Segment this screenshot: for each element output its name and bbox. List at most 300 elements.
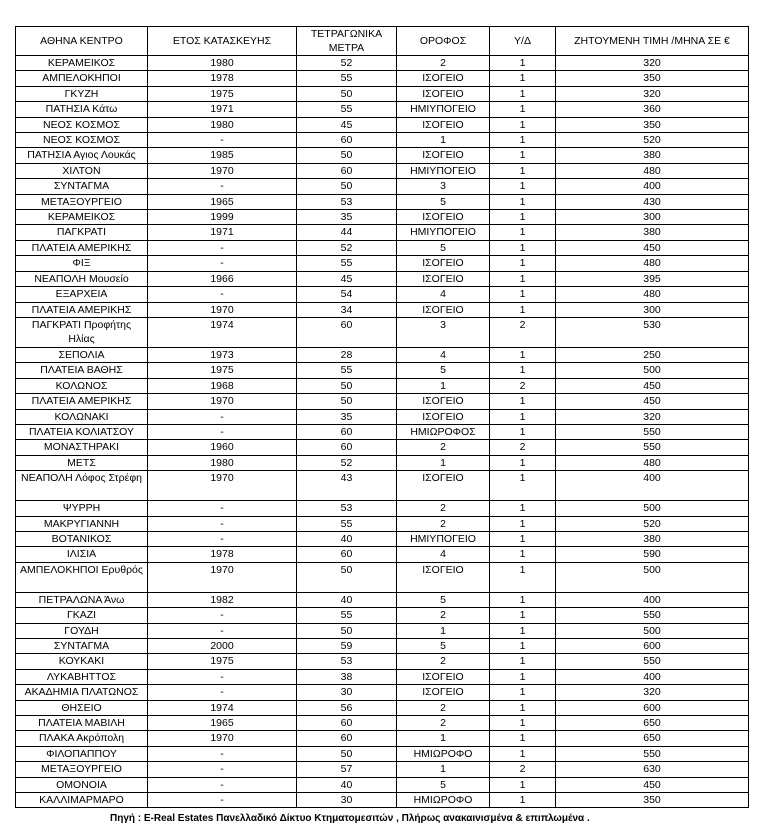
cell-area: ΘΗΣΕΙΟ	[16, 700, 148, 715]
cell-area: ΠΕΤΡΑΛΩΝΑ Άνω	[16, 592, 148, 607]
table-row	[16, 302, 749, 317]
cell-bedrooms: 1	[490, 148, 556, 163]
cell-monthly-price: 380	[556, 531, 749, 546]
cell-area: ΚΕΡΑΜΕΙΚΟΣ	[16, 210, 148, 225]
cell-square-meters: 60	[297, 547, 397, 562]
table-row	[16, 271, 749, 286]
cell-monthly-price: 350	[556, 117, 749, 132]
cell-bedrooms: 1	[490, 133, 556, 148]
cell-square-meters: 30	[297, 685, 397, 700]
cell-floor: ΙΣΟΓΕΙΟ	[397, 86, 490, 101]
table-row	[16, 225, 749, 240]
cell-year-built: -	[148, 793, 297, 808]
cell-year-built: 1970	[148, 163, 297, 178]
cell-floor: 1	[397, 623, 490, 638]
cell-year-built: 1985	[148, 148, 297, 163]
table-body	[16, 56, 749, 808]
cell-year-built: -	[148, 777, 297, 792]
header-bedrooms: Υ/Δ	[490, 27, 556, 56]
table-row	[16, 440, 749, 455]
cell-area: ΠΛΑΤΕΙΑ ΑΜΕΡΙΚΗΣ	[16, 394, 148, 409]
cell-bedrooms: 1	[490, 654, 556, 669]
cell-floor: 5	[397, 639, 490, 654]
cell-monthly-price: 360	[556, 102, 749, 117]
cell-bedrooms: 1	[490, 347, 556, 362]
cell-area: ΑΚΑΔΗΜΙΑ ΠΛΑΤΩΝΟΣ	[16, 685, 148, 700]
cell-square-meters: 55	[297, 516, 397, 531]
cell-year-built: -	[148, 669, 297, 684]
cell-square-meters: 55	[297, 363, 397, 378]
cell-bedrooms: 1	[490, 163, 556, 178]
cell-floor: 5	[397, 777, 490, 792]
cell-floor: 5	[397, 363, 490, 378]
cell-year-built: 1975	[148, 86, 297, 101]
cell-area: ΜΕΤΑΞΟΥΡΓΕΙΟ	[16, 762, 148, 777]
cell-area: ΓΟΥΔΗ	[16, 623, 148, 638]
table-row	[16, 102, 749, 117]
cell-monthly-price: 480	[556, 163, 749, 178]
cell-monthly-price: 550	[556, 746, 749, 761]
cell-floor: ΗΜΙΥΠΟΓΕΙΟ	[397, 225, 490, 240]
cell-square-meters: 60	[297, 716, 397, 731]
cell-bedrooms: 1	[490, 700, 556, 715]
cell-area: ΕΞΑΡΧΕΙΑ	[16, 287, 148, 302]
cell-floor: ΗΜΙΩΡΟΦΟ	[397, 746, 490, 761]
table-header-row	[16, 27, 749, 56]
cell-bedrooms: 1	[490, 86, 556, 101]
table-row	[16, 547, 749, 562]
table-row	[16, 210, 749, 225]
cell-year-built: -	[148, 409, 297, 424]
cell-bedrooms: 1	[490, 302, 556, 317]
cell-monthly-price: 380	[556, 148, 749, 163]
cell-bedrooms: 1	[490, 409, 556, 424]
table-row	[16, 287, 749, 302]
cell-bedrooms: 1	[490, 287, 556, 302]
cell-year-built: -	[148, 424, 297, 439]
cell-square-meters: 55	[297, 608, 397, 623]
cell-bedrooms: 1	[490, 639, 556, 654]
cell-area: ΝΕΑΠΟΛΗ Λόφος Στρέφη	[16, 471, 148, 501]
cell-area: ΑΜΠΕΛΟΚΗΠΟΙ	[16, 71, 148, 86]
cell-area: ΑΜΠΕΛΟΚΗΠΟΙ Ερυθρός	[16, 562, 148, 592]
cell-area: ΦΙΛΟΠΑΠΠΟΥ	[16, 746, 148, 761]
cell-monthly-price: 650	[556, 731, 749, 746]
cell-bedrooms: 1	[490, 471, 556, 501]
cell-monthly-price: 650	[556, 716, 749, 731]
cell-year-built: -	[148, 240, 297, 255]
cell-monthly-price: 320	[556, 409, 749, 424]
cell-year-built: 1974	[148, 317, 297, 347]
cell-bedrooms: 1	[490, 516, 556, 531]
table-row	[16, 133, 749, 148]
table-row	[16, 424, 749, 439]
cell-area: ΓΚΥΖΗ	[16, 86, 148, 101]
cell-floor: 5	[397, 240, 490, 255]
cell-bedrooms: 1	[490, 179, 556, 194]
cell-year-built: -	[148, 762, 297, 777]
cell-year-built: 1980	[148, 455, 297, 470]
table-row	[16, 394, 749, 409]
cell-year-built: 1970	[148, 394, 297, 409]
cell-area: ΚΟΛΩΝΟΣ	[16, 378, 148, 393]
cell-bedrooms: 1	[490, 271, 556, 286]
cell-floor: 3	[397, 317, 490, 347]
cell-floor: ΗΜΙΩΡΟΦΟΣ	[397, 424, 490, 439]
cell-square-meters: 55	[297, 256, 397, 271]
cell-area: ΦΙΞ	[16, 256, 148, 271]
cell-bedrooms: 1	[490, 731, 556, 746]
table-row	[16, 347, 749, 362]
cell-monthly-price: 450	[556, 240, 749, 255]
cell-bedrooms: 1	[490, 394, 556, 409]
cell-bedrooms: 1	[490, 240, 556, 255]
cell-year-built: 1968	[148, 378, 297, 393]
cell-bedrooms: 1	[490, 531, 556, 546]
cell-floor: 4	[397, 347, 490, 362]
cell-floor: ΙΣΟΓΕΙΟ	[397, 210, 490, 225]
cell-floor: 2	[397, 501, 490, 516]
cell-area: ΜΕΤΑΞΟΥΡΓΕΙΟ	[16, 194, 148, 209]
cell-area: ΙΛΙΣΙΑ	[16, 547, 148, 562]
table-row	[16, 148, 749, 163]
cell-floor: ΙΣΟΓΕΙΟ	[397, 409, 490, 424]
cell-area: ΠΛΑΤΕΙΑ ΑΜΕΡΙΚΗΣ	[16, 240, 148, 255]
cell-floor: ΗΜΙΩΡΟΦΟ	[397, 793, 490, 808]
cell-area: ΠΛΑΤΕΙΑ ΑΜΕΡΙΚΗΣ	[16, 302, 148, 317]
cell-monthly-price: 480	[556, 256, 749, 271]
table-row	[16, 793, 749, 808]
cell-bedrooms: 1	[490, 608, 556, 623]
cell-square-meters: 45	[297, 117, 397, 132]
cell-monthly-price: 320	[556, 56, 749, 71]
cell-square-meters: 50	[297, 86, 397, 101]
cell-bedrooms: 1	[490, 746, 556, 761]
cell-bedrooms: 1	[490, 117, 556, 132]
cell-monthly-price: 500	[556, 562, 749, 592]
cell-area: ΠΛΑΚΑ Ακρόπολη	[16, 731, 148, 746]
cell-year-built: 1980	[148, 56, 297, 71]
cell-area: ΜΑΚΡΥΓΙΑΝΝΗ	[16, 516, 148, 531]
cell-square-meters: 30	[297, 793, 397, 808]
cell-monthly-price: 500	[556, 501, 749, 516]
cell-year-built: 1970	[148, 562, 297, 592]
cell-bedrooms: 1	[490, 669, 556, 684]
cell-bedrooms: 1	[490, 455, 556, 470]
cell-monthly-price: 630	[556, 762, 749, 777]
cell-monthly-price: 300	[556, 210, 749, 225]
cell-square-meters: 53	[297, 194, 397, 209]
cell-year-built: -	[148, 501, 297, 516]
table-row	[16, 240, 749, 255]
cell-monthly-price: 450	[556, 378, 749, 393]
cell-monthly-price: 530	[556, 317, 749, 347]
cell-square-meters: 52	[297, 455, 397, 470]
cell-square-meters: 50	[297, 562, 397, 592]
cell-area: ΝΕΑΠΟΛΗ Μουσείο	[16, 271, 148, 286]
cell-square-meters: 35	[297, 409, 397, 424]
cell-year-built: 1980	[148, 117, 297, 132]
cell-year-built: -	[148, 179, 297, 194]
cell-area: ΨΥΡΡΗ	[16, 501, 148, 516]
header-area: ΑΘΗΝΑ ΚΕΝΤΡΟ	[16, 27, 148, 56]
cell-area: ΠΑΓΚΡΑΤΙ Προφήτης Ηλίας	[16, 317, 148, 347]
cell-area: ΚΟΥΚΑΚΙ	[16, 654, 148, 669]
cell-bedrooms: 1	[490, 623, 556, 638]
cell-year-built: 1973	[148, 347, 297, 362]
table-row	[16, 685, 749, 700]
table-row	[16, 562, 749, 592]
cell-monthly-price: 380	[556, 225, 749, 240]
cell-square-meters: 53	[297, 654, 397, 669]
cell-floor: 2	[397, 56, 490, 71]
cell-square-meters: 40	[297, 531, 397, 546]
cell-year-built: -	[148, 133, 297, 148]
cell-year-built: -	[148, 746, 297, 761]
cell-area: ΣΥΝΤΑΓΜΑ	[16, 639, 148, 654]
cell-floor: ΙΣΟΓΕΙΟ	[397, 562, 490, 592]
cell-bedrooms: 1	[490, 716, 556, 731]
table-row	[16, 700, 749, 715]
cell-area: ΜΕΤΣ	[16, 455, 148, 470]
cell-year-built: 1999	[148, 210, 297, 225]
table-row	[16, 56, 749, 71]
cell-square-meters: 57	[297, 762, 397, 777]
cell-year-built: 1970	[148, 731, 297, 746]
cell-square-meters: 50	[297, 148, 397, 163]
table-row	[16, 654, 749, 669]
cell-monthly-price: 520	[556, 516, 749, 531]
cell-square-meters: 60	[297, 424, 397, 439]
cell-square-meters: 60	[297, 731, 397, 746]
cell-floor: ΙΣΟΓΕΙΟ	[397, 148, 490, 163]
cell-monthly-price: 430	[556, 194, 749, 209]
cell-area: ΚΑΛΛΙΜΑΡΜΑΡΟ	[16, 793, 148, 808]
cell-floor: ΙΣΟΓΕΙΟ	[397, 271, 490, 286]
cell-square-meters: 50	[297, 746, 397, 761]
rental-listings-table	[15, 26, 749, 808]
cell-floor: 2	[397, 700, 490, 715]
cell-year-built: 1975	[148, 363, 297, 378]
table-row	[16, 86, 749, 101]
cell-year-built: -	[148, 608, 297, 623]
cell-bedrooms: 1	[490, 501, 556, 516]
cell-monthly-price: 395	[556, 271, 749, 286]
cell-monthly-price: 350	[556, 793, 749, 808]
cell-bedrooms: 2	[490, 317, 556, 347]
cell-year-built: 1971	[148, 225, 297, 240]
cell-floor: ΙΣΟΓΕΙΟ	[397, 117, 490, 132]
cell-bedrooms: 1	[490, 424, 556, 439]
cell-area: ΛΥΚΑΒΗΤΤΟΣ	[16, 669, 148, 684]
cell-square-meters: 50	[297, 394, 397, 409]
cell-year-built: 1965	[148, 716, 297, 731]
cell-floor: 2	[397, 440, 490, 455]
cell-area: ΧΙΛΤΟΝ	[16, 163, 148, 178]
cell-square-meters: 52	[297, 56, 397, 71]
cell-year-built: 1970	[148, 471, 297, 501]
cell-floor: ΙΣΟΓΕΙΟ	[397, 71, 490, 86]
cell-year-built: -	[148, 531, 297, 546]
table-row	[16, 378, 749, 393]
cell-area: ΟΜΟΝΟΙΑ	[16, 777, 148, 792]
table-row	[16, 317, 749, 347]
table-row	[16, 669, 749, 684]
cell-area: ΠΑΓΚΡΑΤΙ	[16, 225, 148, 240]
cell-square-meters: 28	[297, 347, 397, 362]
cell-square-meters: 45	[297, 271, 397, 286]
table-row	[16, 531, 749, 546]
cell-monthly-price: 550	[556, 654, 749, 669]
cell-year-built: 1965	[148, 194, 297, 209]
cell-square-meters: 55	[297, 102, 397, 117]
table-row	[16, 117, 749, 132]
cell-monthly-price: 250	[556, 347, 749, 362]
cell-square-meters: 60	[297, 317, 397, 347]
cell-monthly-price: 320	[556, 685, 749, 700]
table-row	[16, 639, 749, 654]
table-row	[16, 731, 749, 746]
table-row	[16, 409, 749, 424]
cell-floor: ΗΜΙΥΠΟΓΕΙΟ	[397, 163, 490, 178]
cell-floor: 1	[397, 378, 490, 393]
cell-monthly-price: 480	[556, 455, 749, 470]
cell-year-built: -	[148, 685, 297, 700]
cell-monthly-price: 500	[556, 363, 749, 378]
cell-square-meters: 43	[297, 471, 397, 501]
cell-year-built: 1982	[148, 592, 297, 607]
table-row	[16, 762, 749, 777]
cell-square-meters: 50	[297, 179, 397, 194]
cell-square-meters: 34	[297, 302, 397, 317]
cell-floor: ΙΣΟΓΕΙΟ	[397, 685, 490, 700]
cell-monthly-price: 320	[556, 86, 749, 101]
cell-area: ΣΕΠΟΛΙΑ	[16, 347, 148, 362]
cell-square-meters: 40	[297, 592, 397, 607]
cell-monthly-price: 500	[556, 623, 749, 638]
cell-year-built: -	[148, 256, 297, 271]
cell-monthly-price: 550	[556, 608, 749, 623]
cell-floor: 1	[397, 455, 490, 470]
cell-floor: ΙΣΟΓΕΙΟ	[397, 394, 490, 409]
cell-area: ΝΕΟΣ ΚΟΣΜΟΣ	[16, 117, 148, 132]
cell-monthly-price: 590	[556, 547, 749, 562]
header-floor: ΟΡΟΦΟΣ	[397, 27, 490, 56]
header-year-built: ΕΤΟΣ ΚΑΤΑΣΚΕΥΗΣ	[148, 27, 297, 56]
table-row	[16, 363, 749, 378]
cell-bedrooms: 1	[490, 777, 556, 792]
cell-bedrooms: 1	[490, 685, 556, 700]
cell-area: ΒΟΤΑΝΙΚΟΣ	[16, 531, 148, 546]
cell-monthly-price: 450	[556, 394, 749, 409]
cell-area: ΣΥΝΤΑΓΜΑ	[16, 179, 148, 194]
cell-bedrooms: 1	[490, 56, 556, 71]
cell-monthly-price: 350	[556, 71, 749, 86]
cell-monthly-price: 400	[556, 669, 749, 684]
cell-floor: 2	[397, 516, 490, 531]
cell-floor: 2	[397, 716, 490, 731]
cell-bedrooms: 2	[490, 440, 556, 455]
table-row	[16, 71, 749, 86]
table-row	[16, 623, 749, 638]
cell-square-meters: 60	[297, 163, 397, 178]
cell-monthly-price: 300	[556, 302, 749, 317]
cell-floor: 1	[397, 133, 490, 148]
cell-square-meters: 44	[297, 225, 397, 240]
cell-bedrooms: 2	[490, 762, 556, 777]
cell-floor: 5	[397, 194, 490, 209]
cell-bedrooms: 1	[490, 592, 556, 607]
cell-square-meters: 53	[297, 501, 397, 516]
cell-monthly-price: 450	[556, 777, 749, 792]
cell-floor: 2	[397, 654, 490, 669]
header-square-meters: ΤΕΤΡΑΓΩΝΙΚΑ ΜΕΤΡΑ	[297, 27, 397, 56]
table-row	[16, 179, 749, 194]
cell-bedrooms: 1	[490, 793, 556, 808]
cell-square-meters: 52	[297, 240, 397, 255]
cell-square-meters: 35	[297, 210, 397, 225]
cell-floor: 4	[397, 287, 490, 302]
cell-year-built: 1966	[148, 271, 297, 286]
cell-floor: 2	[397, 608, 490, 623]
cell-bedrooms: 1	[490, 256, 556, 271]
cell-floor: ΙΣΟΓΕΙΟ	[397, 669, 490, 684]
cell-year-built: 1978	[148, 71, 297, 86]
cell-year-built: -	[148, 287, 297, 302]
cell-year-built: 1960	[148, 440, 297, 455]
cell-floor: ΙΣΟΓΕΙΟ	[397, 302, 490, 317]
cell-year-built: -	[148, 623, 297, 638]
cell-area: ΝΕΟΣ ΚΟΣΜΟΣ	[16, 133, 148, 148]
cell-floor: 3	[397, 179, 490, 194]
cell-floor: ΗΜΙΥΠΟΓΕΙΟ	[397, 531, 490, 546]
cell-bedrooms: 1	[490, 210, 556, 225]
cell-monthly-price: 600	[556, 700, 749, 715]
table-row	[16, 746, 749, 761]
cell-area: ΓΚΑΖΙ	[16, 608, 148, 623]
cell-area: ΠΑΤΗΣΙΑ Κάτω	[16, 102, 148, 117]
cell-square-meters: 56	[297, 700, 397, 715]
cell-monthly-price: 600	[556, 639, 749, 654]
source-note: Πηγή : E-Real Estates Πανελλαδικό Δίκτυο Κτηματομεσιτών , Πλήρως ανακαινισμένα & επιπλωμένα .	[110, 813, 590, 824]
cell-bedrooms: 1	[490, 363, 556, 378]
cell-bedrooms: 1	[490, 562, 556, 592]
cell-square-meters: 60	[297, 440, 397, 455]
cell-square-meters: 54	[297, 287, 397, 302]
table-row	[16, 455, 749, 470]
table-row	[16, 592, 749, 607]
cell-monthly-price: 520	[556, 133, 749, 148]
cell-square-meters: 38	[297, 669, 397, 684]
cell-floor: 1	[397, 762, 490, 777]
cell-bedrooms: 1	[490, 225, 556, 240]
cell-monthly-price: 400	[556, 471, 749, 501]
table-row	[16, 608, 749, 623]
table-row	[16, 163, 749, 178]
cell-square-meters: 55	[297, 71, 397, 86]
table-row	[16, 256, 749, 271]
cell-year-built: 1971	[148, 102, 297, 117]
cell-floor: ΗΜΙΥΠΟΓΕΙΟ	[397, 102, 490, 117]
cell-year-built: 1970	[148, 302, 297, 317]
cell-bedrooms: 1	[490, 102, 556, 117]
table-row	[16, 194, 749, 209]
cell-area: ΜΟΝΑΣΤΗΡΑΚΙ	[16, 440, 148, 455]
cell-area: ΠΛΑΤΕΙΑ ΚΟΛΙΑΤΣΟΥ	[16, 424, 148, 439]
cell-square-meters: 59	[297, 639, 397, 654]
table-row	[16, 516, 749, 531]
cell-floor: 5	[397, 592, 490, 607]
